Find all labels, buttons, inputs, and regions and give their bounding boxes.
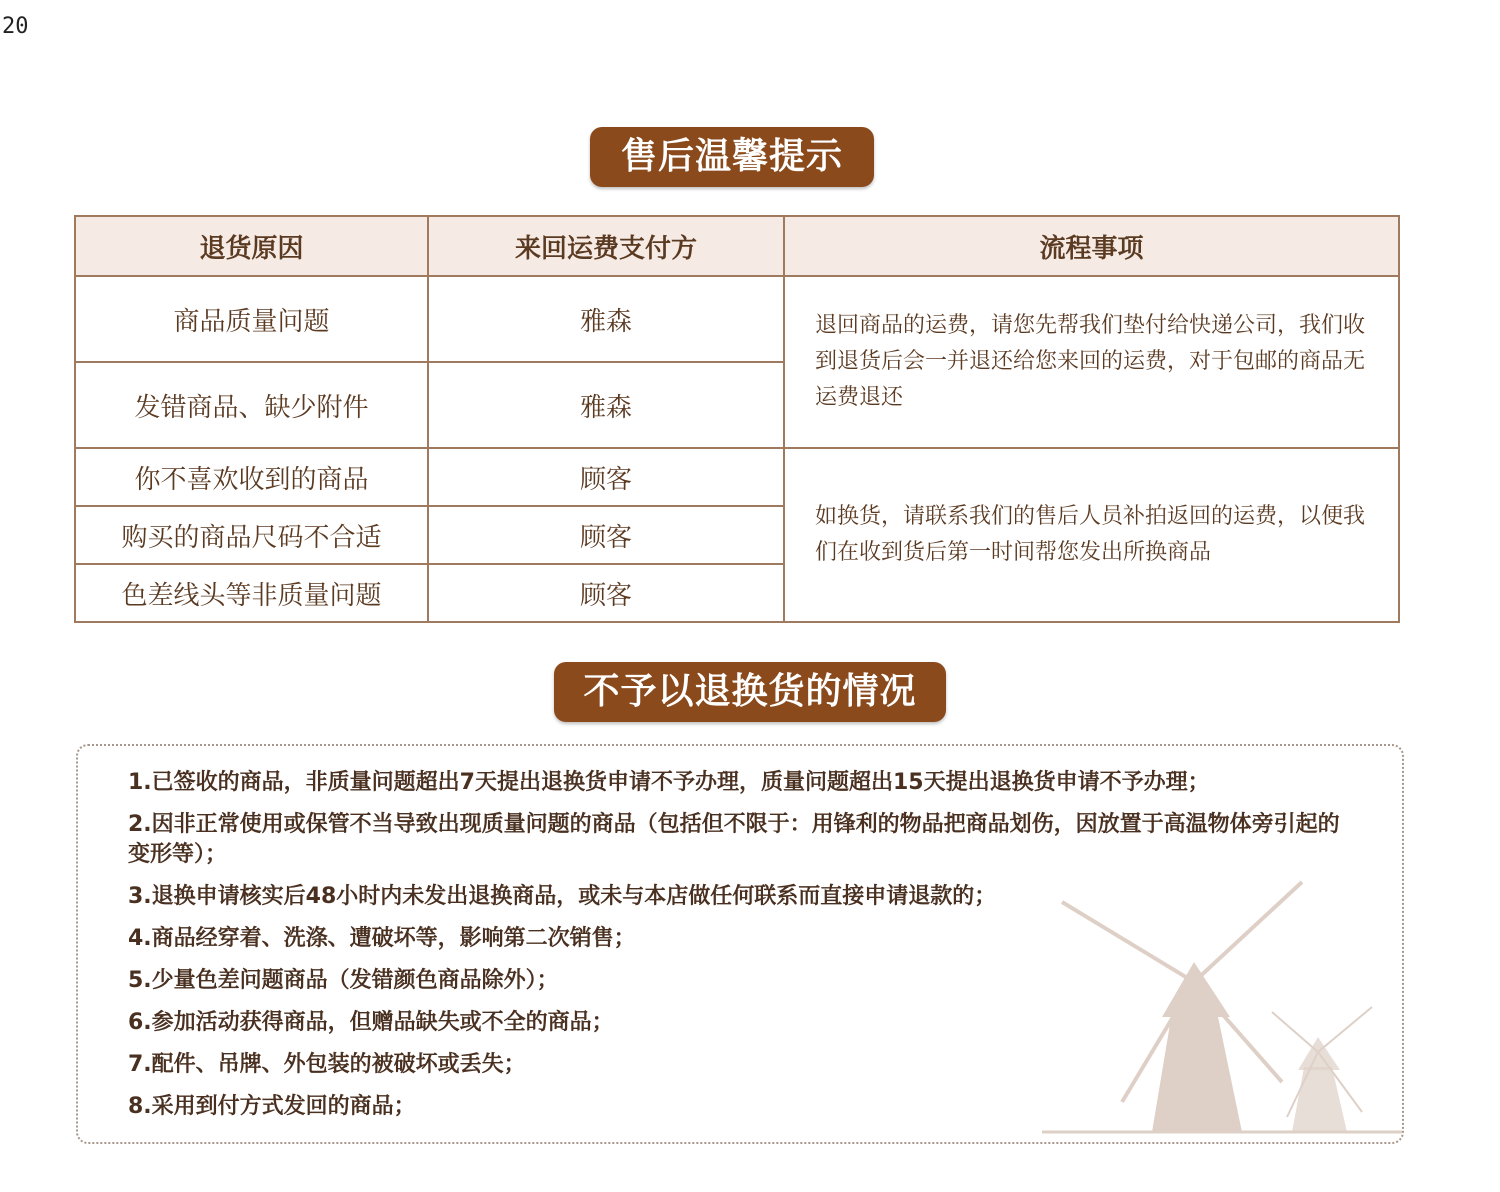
- header-process-notes: 流程事项: [784, 216, 1399, 276]
- after-sales-tips-banner: 售后温馨提示: [590, 127, 874, 187]
- table-row: [75, 276, 1399, 362]
- shipping-payer-cell: 顾客: [428, 564, 784, 622]
- table-header-row: [75, 216, 1399, 276]
- corner-label: 20: [2, 14, 29, 39]
- return-reason-cell: 色差线头等非质量问题: [75, 564, 428, 622]
- process-note-cell: 退回商品的运费，请您先帮我们垫付给快递公司，我们收到退货后会一并退还给您来回的运费，对于包邮的商品无运费退还: [784, 276, 1399, 448]
- list-item: 8.采用到付方式发回的商品；: [128, 1094, 416, 1119]
- list-item: 6.参加活动获得商品，但赠品缺失或不全的商品；: [128, 1010, 614, 1035]
- header-return-reason: 退货原因: [75, 216, 428, 276]
- non-returnable-notice-box: [76, 744, 1404, 1144]
- list-item: 4.商品经穿着、洗涤、遭破坏等，影响第二次销售；: [128, 926, 636, 951]
- return-policy-table: [74, 215, 1400, 623]
- return-reason-cell: 你不喜欢收到的商品: [75, 448, 428, 506]
- return-reason-cell: 发错商品、缺少附件: [75, 362, 428, 448]
- shipping-payer-cell: 顾客: [428, 448, 784, 506]
- list-item: 3.退换申请核实后48小时内未发出退换商品，或未与本店做任何联系而直接申请退款的；: [128, 884, 997, 909]
- table-row: [75, 448, 1399, 506]
- return-reason-cell: 购买的商品尺码不合适: [75, 506, 428, 564]
- list-item: 1.已签收的商品，非质量问题超出7天提出退换货申请不予办理，质量问题超出15天提出退换货申请不予办理；: [128, 770, 1210, 795]
- shipping-payer-cell: 雅森: [428, 362, 784, 448]
- list-item: 7.配件、吊牌、外包装的被破坏或丢失；: [128, 1052, 526, 1077]
- header-shipping-payer: 来回运费支付方: [428, 216, 784, 276]
- list-item: 2.因非正常使用或保管不当导致出现质量问题的商品（包括但不限于：用锋利的物品把商品划伤，因放置于高温物体旁引起的变形等）；: [128, 812, 1340, 867]
- process-note-cell: 如换货，请联系我们的售后人员补拍返回的运费，以便我们在收到货后第一时间帮您发出所换商品: [784, 448, 1399, 622]
- return-reason-cell: 商品质量问题: [75, 276, 428, 362]
- list-item: 5.少量色差问题商品（发错颜色商品除外）；: [128, 968, 559, 993]
- non-returnable-banner: 不予以退换货的情况: [554, 662, 946, 722]
- non-returnable-list: [128, 768, 1348, 1134]
- shipping-payer-cell: 雅森: [428, 276, 784, 362]
- shipping-payer-cell: 顾客: [428, 506, 784, 564]
